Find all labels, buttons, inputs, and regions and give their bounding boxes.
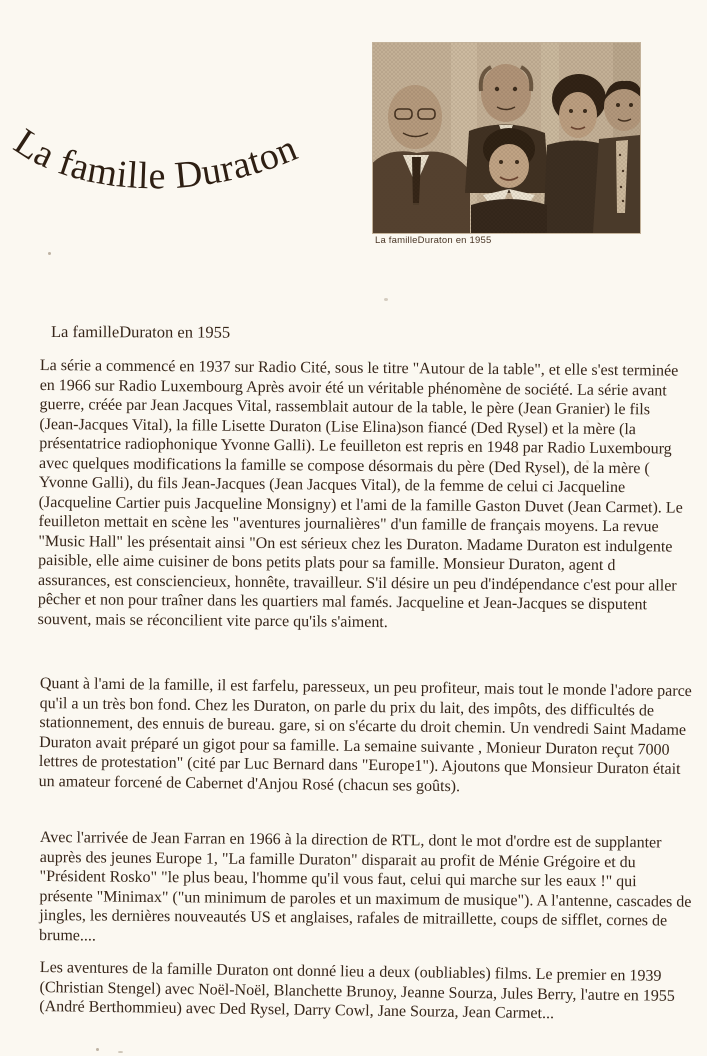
paragraph-family-friend: Quant à l'ami de la famille, il est farfelu, paresseux, un peu profiteur, mais tout le monde l'adore parce qu'il a un très bon fond. Chez les Duraton, on parle du prix du lait, des impôts, des difficultés de stationnement, des ennuis de bureau. gare, si on s'écarte du droit chemin. Un vendredi Saint Madame Duraton avait préparé un gigot pour sa famille. La semaine suivante , Monieur Duraton reçut 7000 lettres de protestation" (cité par Luc Bernard dans "Europe1"). Ajoutons que Monsieur Duraton était un amateur forcené de Cabernet d'Anjou Rosé (chacun ses goûts). — [38, 674, 692, 795]
paragraph-series-history: La série a commencé en 1937 sur Radio Cité, sous le titre "Autour de la table", et elle s'est terminée en 1966 sur Radio Luxembourg Après avoir été un véritable phénomène de société. La série avant guerre, créée par Jean Jacques Vital, rassemblait autour de la table, le père (Jean Granier) le fils (Jean-Jacques Vital), la fille Lisette Duraton (Lise Elina)son fiancé (Ded Rysel) et la mère (la présentatrice radiophonique Yvonne Galli). Le feuilleton est repris en 1948 par Radio Luxembourg avec quelques modifications la famille se compose désormais du père (Ded Rysel), de la mère ( Yvonne Galli), du fils Jean-Jacques (Jean Jacques Vital), de la femme de celui ci Jacqueline (Jacqueline Cartier puis Jacqueline Monsigny) et l'ami de la famille Gaston Duvet (Jean Carmet). Le feuilleton mettait en scène les "aventures journalières" d'un famille de français moyens. La revue "Music Hall" les présentait ainsi "On est sérieux chez les Duraton. Madame Duraton est indulgente paisible, elle aime cuisiner de bons petits plats pour sa famille. Monsieur Duraton, agent d assurances, est consciencieux, honnête, travailleur. S'il désire un peu d'indépendance c'est pour aller pêcher et non pour traîner dans les quartiers mal famés. Jacqueline et Jean-Jacques se disputent souvent, mais se réconcilient vite parce qu'ils s'aiment. — [37, 356, 683, 631]
scan-speck — [586, 460, 589, 463]
scan-speck — [96, 1048, 99, 1051]
photo-caption: La familleDuraton en 1955 — [375, 235, 492, 246]
page-title: La famille Duraton — [6, 120, 304, 198]
paragraph-rtl-1966: Avec l'arrivée de Jean Farran en 1966 à la direction de RTL, dont le mot d'ordre est de supplanter auprès des jeunes Europe 1, "La famille Duraton" disparait au profit de Ménie Grégoire et du "Président Rosko" "le plus beau, l'homme qu'il vous faut, celui qui marche sur les eaux !" qui présente "Minimax" ("un minimum de paroles et un maximum de musique"). A l'antenne, cascades de jingles, les dernières nouveautés US et anglaises, rafales de mitraillette, coups de sifflet, cornes de brume.... — [38, 828, 692, 944]
section-heading: La familleDuraton en 1955 — [50, 322, 231, 342]
halftone-overlay — [373, 43, 640, 233]
family-photo — [373, 43, 640, 233]
scan-speck — [48, 252, 51, 255]
page-title-arc — [6, 88, 351, 228]
scan-speck — [118, 1051, 123, 1053]
scan-speck — [384, 298, 388, 301]
paragraph-films: Les aventures de la famille Duraton ont donné lieu a deux (oubliables) films. Le premier en 1939 (Christian Stengel) avec Noël-Noël, Blanchette Brunoy, Jeanne Sourza, Jules Berry, l'autre en 1955 (André Berthommieu) avec Ded Rysel, Darry Cowl, Jane Sourza, Jean Carmet... — [39, 958, 675, 1023]
